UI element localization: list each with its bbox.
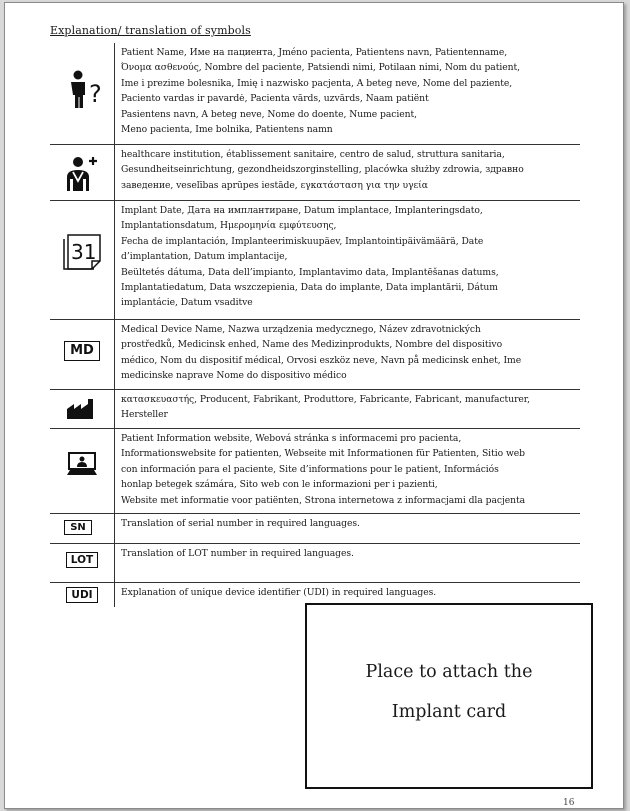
symbol-description: Implant Date, Дата на имплантиране, Datum implantace, Implanteringsdato, Implantationsdatum, Ημερομηνία εμφύτευσης, Fecha de implantación, Implanteerimiskuupäev, Implantointipäivämäärä, Date d’implantation, Datum implantacije, Beültetés dátuma, Data dell’impianto, Implantavimo data, Implantēšanas datums, Implantatiedatum, Data wszczepienia, Data do implante, Data implantării, Dátum implantácie, Datum vsaditve <box>121 205 499 309</box>
symbol-description: κατασκευαστής, Producent, Fabrikant, Produttore, Fabricante, Fabricant, manufacturer, Hersteller <box>121 394 531 421</box>
symbol-description: Medical Device Name, Nazwa urządzenia medycznego, Název zdravotnických prostředků, Medicinsk enhed, Name des Medizinprodukts, Nombre del dispositivo médico, Nom du dispositif médical, Orvosi eszköz neve, Navn på medicinsk enhet, Ime medicinske naprave Nome do dispositivo médico <box>121 324 522 382</box>
serial-number-icon: SN <box>64 520 92 535</box>
page-number: 16 <box>563 798 575 808</box>
patient-info-website-icon <box>67 451 97 477</box>
symbol-cell <box>50 583 115 607</box>
implant-card-text-line1: Place to attach the <box>365 662 533 682</box>
implant-card-text-line2: Implant card <box>391 702 507 722</box>
symbol-cell <box>50 43 115 144</box>
symbol-cell <box>50 145 115 200</box>
implant-card-placeholder <box>305 603 593 789</box>
symbol-row-lot-number <box>50 544 580 583</box>
medical-device-icon: MD <box>64 341 100 361</box>
symbol-cell <box>50 429 115 513</box>
udi-icon: UDI <box>66 587 98 603</box>
symbol-cell <box>50 390 115 428</box>
symbol-cell <box>50 320 115 389</box>
symbols-table <box>50 43 580 607</box>
implant-date-icon <box>62 231 106 271</box>
symbol-row-implant-date <box>50 201 580 320</box>
symbol-row-medical-device <box>50 320 580 390</box>
lot-number-icon: LOT <box>66 552 98 568</box>
symbol-description: Translation of serial number in required languages. <box>121 518 360 529</box>
symbol-cell <box>50 514 115 543</box>
symbol-description: healthcare institution, établissement sanitaire, centro de salud, struttura sanitaria, Gesundheitseinrichtung, gezondheidszorginstelling, placówka służby zdrowia, здравно заведение, veselības aprūpes iestāde, εγκατάσταση για την υγεία <box>121 149 524 191</box>
symbol-row-patient-info-website <box>50 429 580 514</box>
page-heading: Explanation/ translation of symbols <box>50 24 251 37</box>
document-page <box>4 2 624 809</box>
symbol-row-healthcare-institution <box>50 145 580 201</box>
symbol-description: Patient Name, Име на пациента, Jméno pacienta, Patientens navn, Patientenname, Όνομα ασθενούς, Nombre del paciente, Patsiendi nimi, Potilaan nimi, Nom du patient, Ime i prezime bolesnika, Imię i nazwisko pacjenta, A beteg neve, Nome del paziente, Paciento vardas ir pavardė, Pacienta vārds, uzvārds, Naam patiënt Pasientens navn, A beteg neve, Nome do doente, Nume pacient, Meno pacienta, Ime bolnika, Patientens namn <box>121 47 521 136</box>
symbol-row-patient-name <box>50 43 580 145</box>
symbol-row-manufacturer <box>50 390 580 429</box>
symbol-cell <box>50 201 115 319</box>
svg-text:?: ? <box>89 80 102 108</box>
healthcare-institution-icon <box>64 155 100 193</box>
symbol-description: Translation of LOT number in required languages. <box>121 548 354 559</box>
symbol-description: Explanation of unique device identifier (UDI) in required languages. <box>121 587 437 598</box>
patient-name-icon <box>68 69 112 109</box>
symbol-description: Patient Information website, Webová stránka s informacemi pro pacienta, Informationswebsite for patienten, Webseite mit Informationen für Patienten, Sitio web con información para el paciente, Site d’informations pour le patient, Információs honlap betegek számára, Sito web con le informazioni per i pazienti, Website met informatie voor patiënten, Strona internetowa z informacjami dla pacjenta <box>121 433 526 506</box>
manufacturer-icon <box>66 398 98 420</box>
svg-text:31: 31 <box>71 240 97 264</box>
symbol-cell <box>50 544 115 582</box>
symbol-row-serial-number <box>50 514 580 544</box>
